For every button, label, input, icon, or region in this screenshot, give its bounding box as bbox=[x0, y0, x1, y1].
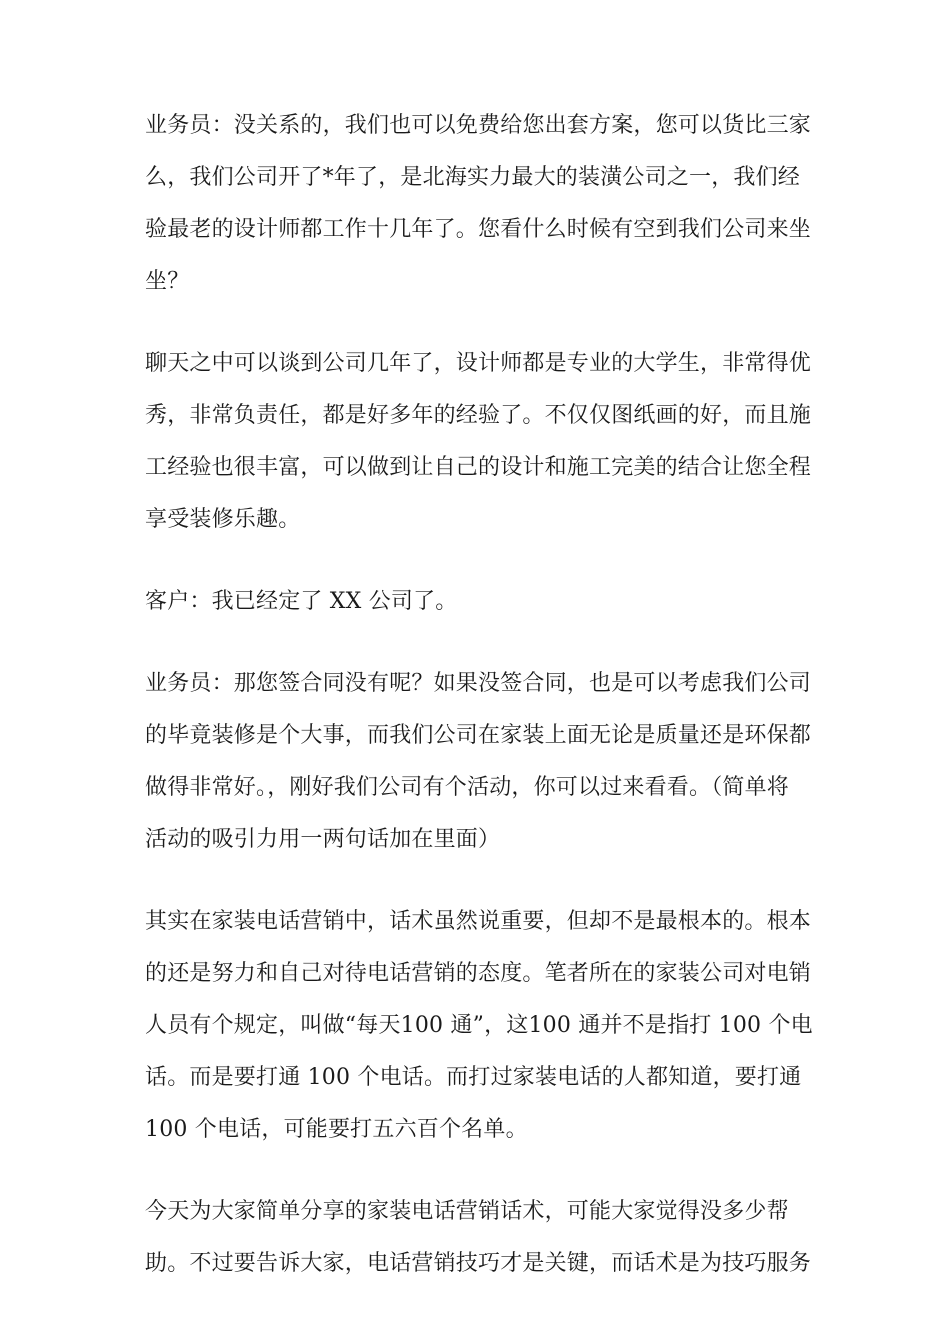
text-line: 验最老的设计师都工作十几年了。您看什么时候有空到我们公司来坐 bbox=[145, 217, 812, 242]
text-line: 工经验也很丰富，可以做到让自己的设计和施工完美的结合让您全程 bbox=[145, 455, 812, 480]
text-line: 今天为大家简单分享的家装电话营销话术，可能大家觉得没多少帮 bbox=[145, 1199, 789, 1224]
text-line: 100 个电话，可能要打五六百个名单。 bbox=[145, 1117, 528, 1142]
paragraph-salesman-free-plan bbox=[145, 100, 825, 308]
paragraph-chat-company bbox=[145, 338, 825, 546]
text-line: 业务员：那您签合同没有呢？如果没签合同，也是可以考虑我们公司 bbox=[145, 671, 812, 696]
text-line: 的还是努力和自己对待电话营销的态度。笔者所在的家装公司对电销 bbox=[145, 961, 812, 986]
text-line: 客户：我已经定了 XX 公司了。 bbox=[145, 589, 458, 614]
paragraph-summary bbox=[145, 1186, 825, 1290]
text-line: 做得非常好。，刚好我们公司有个活动，你可以过来看看。（简单将 bbox=[145, 775, 790, 800]
text-line: 助。不过要告诉大家，电话营销技巧才是关键，而话术是为技巧服务 bbox=[145, 1251, 812, 1276]
paragraph-customer-reply bbox=[145, 576, 825, 628]
text-line: 的毕竟装修是个大事，而我们公司在家装上面无论是质量还是环保都 bbox=[145, 723, 812, 748]
text-line: 业务员：没关系的，我们也可以免费给您出套方案，您可以货比三家 bbox=[145, 113, 812, 138]
text-line: 享受装修乐趣。 bbox=[145, 507, 301, 532]
text-line: 聊天之中可以谈到公司几年了，设计师都是专业的大学生，非常得优 bbox=[145, 351, 812, 376]
text-line: 话。而是要打通 100 个电话。而打过家装电话的人都知道，要打通 bbox=[145, 1065, 802, 1090]
text-line: 活动的吸引力用一两句话加在里面） bbox=[145, 827, 501, 852]
text-line: 秀，非常负责任，都是好多年的经验了。不仅仅图纸画的好，而且施 bbox=[145, 403, 812, 428]
text-line: 么，我们公司开了*年了，是北海实力最大的装潢公司之一，我们经 bbox=[145, 165, 801, 190]
text-line: 人员有个规定，叫做“每天100 通”，这100 通并不是指打 100 个电 bbox=[145, 1013, 813, 1038]
paragraph-salesman-contract bbox=[145, 658, 825, 866]
text-line: 坐？ bbox=[145, 269, 190, 294]
text-line: 其实在家装电话营销中，话术虽然说重要，但却不是最根本的。根本 bbox=[145, 909, 812, 934]
paragraph-telemarketing-attitude bbox=[145, 896, 825, 1156]
document-body bbox=[145, 100, 825, 1320]
